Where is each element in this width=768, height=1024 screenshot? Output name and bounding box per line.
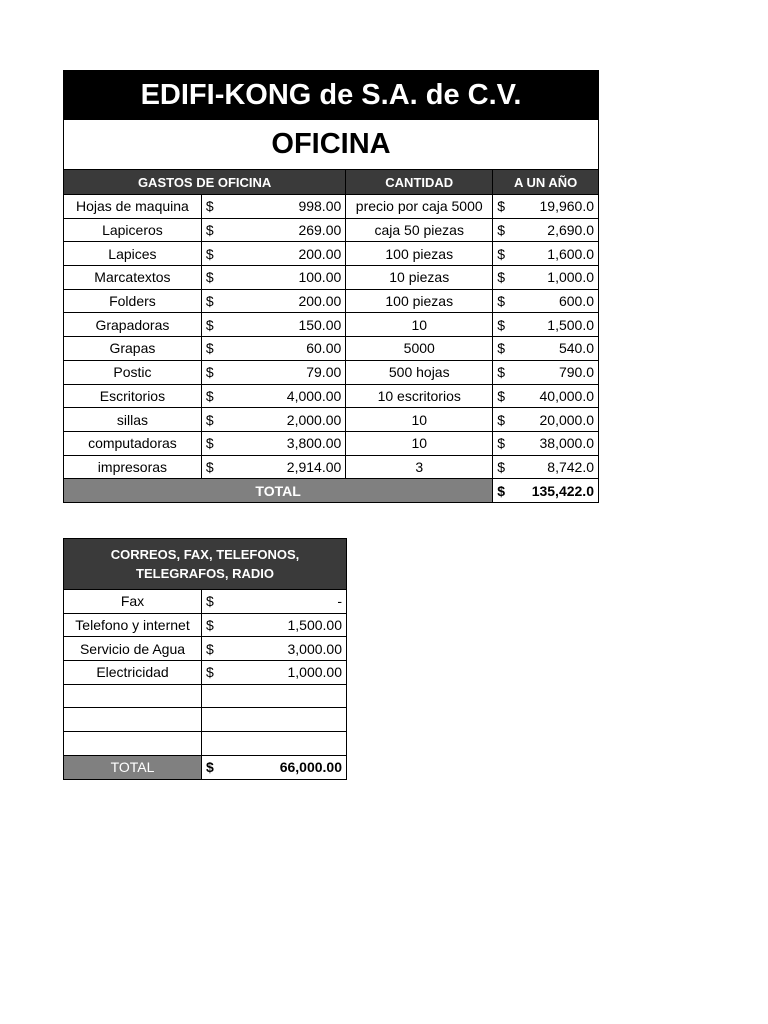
office-header-row [64,170,599,195]
amount-value: 1,500.0 [547,316,594,333]
amount-value: 40,000.0 [539,387,594,404]
amount-value: 1,500.00 [287,617,342,634]
yearly-cost [493,195,599,219]
table-row [64,289,599,313]
cost [202,708,347,732]
item-name: sillas [64,408,202,432]
item-name: Folders [64,289,202,313]
currency-symbol: $ [205,198,214,215]
cost [202,732,347,756]
item-name: Lapices [64,242,202,266]
table-row [64,637,347,661]
item-name: Servicio de Agua [64,637,202,661]
yearly-cost [493,384,599,408]
table-row [64,455,599,479]
item-name: Lapiceros [64,218,202,242]
currency-symbol: $ [497,198,505,215]
quantity: 100 piezas [346,242,493,266]
currency-symbol: $ [497,222,505,239]
quantity: 500 hojas [346,360,493,384]
quantity: 3 [346,455,493,479]
table-row [64,613,347,637]
quantity: 10 [346,313,493,337]
table-row [64,195,599,219]
item-name: Marcatextos [64,266,202,290]
item-name: Hojas de maquina [64,195,202,219]
item-name: Escritorios [64,384,202,408]
item-name: Fax [64,590,202,614]
company-title: EDIFI-KONG de S.A. de C.V. [63,70,599,120]
cost [202,684,347,708]
cost [202,590,347,614]
unit-cost [201,289,345,313]
amount-value: 20,000.0 [539,411,594,428]
table-row [64,708,347,732]
table-row [64,408,599,432]
currency-symbol: $ [206,664,214,681]
amount-value: 60.00 [306,340,342,357]
table-row [64,242,599,266]
total-label: TOTAL [64,479,493,503]
amount-value: 79.00 [306,364,342,381]
amount-value: 600.0 [558,293,594,310]
item-name [64,708,202,732]
table-row [64,684,347,708]
amount-value: 2,690.0 [547,222,594,239]
currency-symbol: $ [205,458,214,475]
currency-symbol: $ [205,435,214,452]
total-value [493,479,599,503]
table-row [64,431,599,455]
unit-cost [201,242,345,266]
office-total-row [64,479,599,503]
yearly-cost [493,313,599,337]
yearly-cost [493,242,599,266]
amount-value: 66,000.00 [279,759,342,776]
currency-symbol: $ [206,593,214,610]
item-name: computadoras [64,431,202,455]
unit-cost [201,384,345,408]
yearly-cost [493,360,599,384]
unit-cost [201,218,345,242]
office-expenses-table [63,169,599,503]
yearly-cost [493,408,599,432]
table-row [64,266,599,290]
item-name: Electricidad [64,661,202,685]
quantity: 10 [346,408,493,432]
amount-value: 4,000.00 [286,387,342,404]
currency-symbol: $ [205,411,214,428]
yearly-cost [493,289,599,313]
comms-total-row [64,755,347,779]
item-name [64,684,202,708]
amount-value: 998.00 [298,198,342,215]
quantity: 10 [346,431,493,455]
currency-symbol: $ [205,293,214,310]
table-row [64,732,347,756]
currency-symbol: $ [206,640,214,657]
currency-symbol: $ [497,293,505,310]
comms-expenses-table [63,538,347,780]
amount-value: 1,000.00 [287,664,342,681]
currency-symbol: $ [205,340,214,357]
amount-value: 540.0 [558,340,594,357]
unit-cost [201,431,345,455]
header-gastos: GASTOS DE OFICINA [64,170,346,195]
currency-symbol: $ [497,411,505,428]
yearly-cost [493,266,599,290]
unit-cost [201,195,345,219]
amount-value: 269.00 [298,222,342,239]
unit-cost [201,266,345,290]
quantity: 100 piezas [346,289,493,313]
amount-value: 1,000.0 [547,269,594,286]
amount-value: 200.00 [298,293,342,310]
unit-cost [201,360,345,384]
yearly-cost [493,218,599,242]
amount-value: 1,600.0 [547,245,594,262]
currency-symbol: $ [497,269,505,286]
amount-value: 38,000.0 [539,435,594,452]
item-name: Grapadoras [64,313,202,337]
amount-value: 790.0 [558,364,594,381]
comms-header-row [64,539,347,590]
currency-symbol: $ [497,316,505,333]
currency-symbol: $ [497,245,505,262]
total-value [202,755,347,779]
comms-header: CORREOS, FAX, TELEFONOS, TELEGRAFOS, RADIO [64,539,347,590]
currency-symbol: $ [497,458,505,475]
cost [202,613,347,637]
cost [202,661,347,685]
currency-symbol: $ [497,482,505,499]
total-label: TOTAL [64,755,202,779]
item-name: Grapas [64,337,202,361]
currency-symbol: $ [205,316,214,333]
quantity: 5000 [346,337,493,361]
yearly-cost [493,337,599,361]
table-row [64,218,599,242]
currency-symbol: $ [205,364,214,381]
office-expenses-sheet [63,70,599,503]
currency-symbol: $ [205,269,214,286]
amount-value: 3,000.00 [287,640,342,657]
currency-symbol: $ [205,387,214,404]
unit-cost [201,408,345,432]
header-a-un-ano: A UN AÑO [493,170,599,195]
unit-cost [201,337,345,361]
currency-symbol: $ [205,245,214,262]
table-row [64,313,599,337]
section-title: OFICINA [63,120,599,169]
table-row [64,337,599,361]
amount-value: 100.00 [298,269,342,286]
yearly-cost [493,431,599,455]
amount-value: 150.00 [298,316,342,333]
item-name: Telefono y internet [64,613,202,637]
currency-symbol: $ [497,340,505,357]
quantity: precio por caja 5000 [346,195,493,219]
comms-expenses-sheet [63,538,347,780]
header-cantidad: CANTIDAD [346,170,493,195]
table-row [64,384,599,408]
currency-symbol: $ [497,387,505,404]
unit-cost [201,455,345,479]
item-name: Postic [64,360,202,384]
amount-value: 3,800.00 [286,435,342,452]
currency-symbol: $ [205,222,214,239]
item-name [64,732,202,756]
quantity: 10 escritorios [346,384,493,408]
currency-symbol: $ [497,435,505,452]
quantity: 10 piezas [346,266,493,290]
unit-cost [201,313,345,337]
currency-symbol: $ [206,759,214,776]
amount-value: 19,960.0 [539,198,594,215]
yearly-cost [493,455,599,479]
amount-value: 135,422.0 [531,482,594,499]
item-name: impresoras [64,455,202,479]
currency-symbol: $ [497,364,505,381]
amount-value: 2,914.00 [286,458,342,475]
table-row [64,590,347,614]
cost [202,637,347,661]
amount-value: 2,000.00 [286,411,342,428]
quantity: caja 50 piezas [346,218,493,242]
amount-value: - [337,593,342,610]
amount-value: 8,742.0 [547,458,594,475]
table-row [64,661,347,685]
currency-symbol: $ [206,617,214,634]
table-row [64,360,599,384]
amount-value: 200.00 [298,245,342,262]
